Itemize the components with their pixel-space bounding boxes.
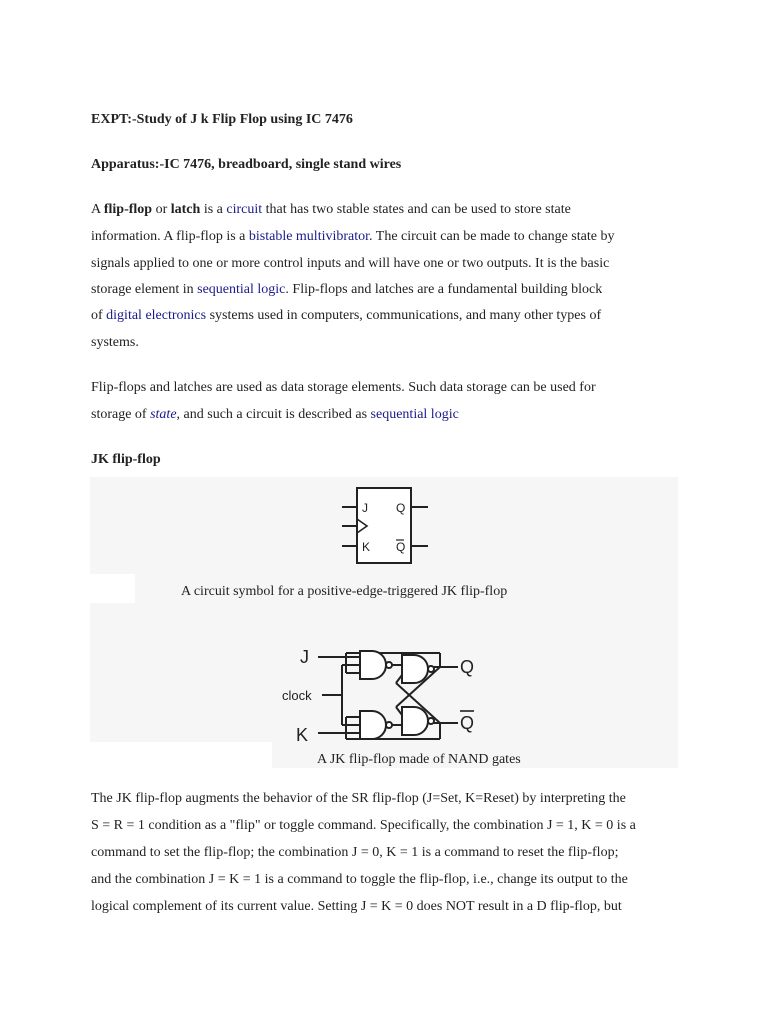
- text: is a: [200, 202, 227, 217]
- text: A: [91, 202, 104, 217]
- paragraph-2-line-2: [91, 405, 459, 425]
- text: storage element in: [91, 282, 198, 297]
- link-bistable-multivibrator[interactable]: bistable multivibrator: [248, 229, 370, 244]
- text: or: [152, 202, 171, 217]
- text: , and such a circuit is described as: [176, 407, 371, 422]
- diagram-label-q-bar: Q: [460, 713, 475, 733]
- apparatus-heading: Apparatus:-IC 7476, breadboard, single stand wires: [91, 157, 402, 172]
- term-flip-flop: flip-flop: [103, 202, 153, 217]
- paragraph-1-line-5: [91, 306, 601, 326]
- symbol-label-q: Q: [396, 501, 406, 515]
- paragraph-1-line-4: [91, 280, 602, 300]
- paragraph-3-line-2: S = R = 1 condition as a "flip" or toggle command. Specifically, the combination J = 1, K = 0 is a: [91, 818, 636, 833]
- symbol-label-j: J: [362, 501, 368, 515]
- text: storage of: [91, 407, 151, 422]
- paragraph-3-line-5: logical complement of its current value. Setting J = K = 0 does NOT result in a D flip-flop, but: [91, 899, 622, 914]
- symbol-label-k: K: [362, 540, 371, 554]
- text: that has two stable states and can be used to store state: [262, 202, 571, 217]
- text: . The circuit can be made to change state by: [369, 229, 615, 244]
- link-circuit[interactable]: circuit: [226, 202, 263, 217]
- text: information. A flip-flop is a: [91, 229, 249, 244]
- text: systems used in computers, communications, and many other types of: [206, 308, 602, 323]
- paragraph-3-line-1: The JK flip-flop augments the behavior of the SR flip-flop (J=Set, K=Reset) by interpreting the: [91, 791, 626, 806]
- diagram-label-k: K: [296, 725, 309, 745]
- paragraph-1-line-2: [91, 227, 614, 247]
- paragraph-2-line-1: Flip-flops and latches are used as data storage elements. Such data storage can be used for: [91, 380, 596, 395]
- link-sequential-logic[interactable]: sequential logic: [197, 282, 286, 297]
- link-sequential-logic-2[interactable]: sequential logic: [370, 407, 459, 422]
- figure-1-caption: A circuit symbol for a positive-edge-triggered JK flip-flop: [181, 584, 508, 599]
- paragraph-1-line-3: signals applied to one or more control inputs and will have one or two outputs. It is the basic: [91, 256, 610, 271]
- link-state[interactable]: state: [150, 407, 177, 422]
- diagram-label-clock: clock: [282, 688, 312, 703]
- paragraph-3-line-3: command to set the flip-flop; the combination J = 0, K = 1 is a command to reset the flip-flop;: [91, 845, 619, 860]
- paragraph-3-line-4: and the combination J = K = 1 is a command to toggle the flip-flop, i.e., change its output to the: [91, 872, 628, 887]
- text: of: [91, 308, 107, 323]
- experiment-title: EXPT:-Study of J k Flip Flop using IC 7476: [91, 112, 353, 127]
- link-digital-electronics[interactable]: digital electronics: [106, 308, 207, 323]
- paragraph-1-line-1: [91, 200, 571, 220]
- jk-nand-gate-diagram: [280, 645, 490, 745]
- diagram-label-j: J: [300, 647, 309, 667]
- diagram-label-q: Q: [460, 657, 475, 677]
- jk-flip-flop-symbol: [340, 485, 432, 567]
- term-latch: latch: [170, 202, 201, 217]
- symbol-label-q-bar: Q: [396, 540, 406, 554]
- figure-2-caption: A JK flip-flop made of NAND gates: [317, 752, 521, 767]
- section-heading-jk: JK flip-flop: [91, 452, 161, 467]
- paragraph-1-line-6: systems.: [91, 335, 139, 350]
- text: . Flip-flops and latches are a fundamental building block: [285, 282, 603, 297]
